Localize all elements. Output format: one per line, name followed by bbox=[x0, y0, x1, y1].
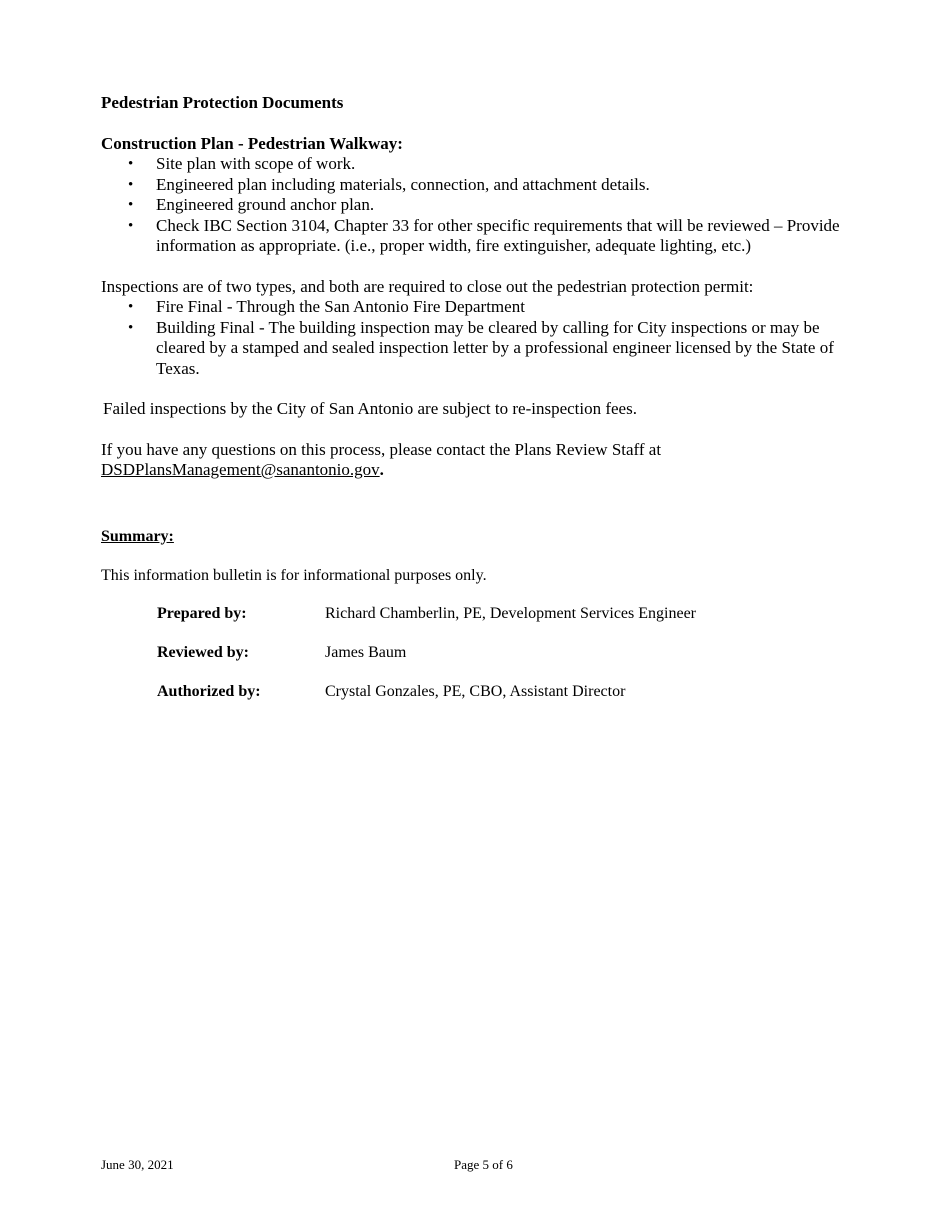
signoff-row-prepared bbox=[157, 604, 861, 643]
list-item-text: Check IBC Section 3104, Chapter 33 for other specific requirements that will be reviewed – Provide information as appropriate. (i.e., proper width, fire extinguisher, adequate lighting, etc.) bbox=[156, 215, 840, 255]
document-title: Pedestrian Protection Documents bbox=[101, 93, 344, 112]
bullet-icon: • bbox=[128, 197, 134, 213]
footer-page-number: Page 5 of 6 bbox=[454, 1157, 513, 1172]
signoff-value: Richard Chamberlin, PE, Development Services Engineer bbox=[325, 604, 697, 622]
contact-trailing-period: . bbox=[379, 460, 384, 479]
signoff-row-authorized bbox=[157, 682, 861, 721]
inspections-list bbox=[101, 297, 861, 379]
page-content bbox=[101, 93, 861, 721]
bullet-icon: • bbox=[128, 156, 134, 172]
list-item bbox=[128, 174, 861, 196]
signoff-table bbox=[157, 604, 861, 721]
contact-email-link[interactable]: DSDPlansManagement@sanantonio.gov bbox=[101, 460, 380, 479]
signoff-value: Crystal Gonzales, PE, CBO, Assistant Director bbox=[325, 682, 626, 700]
list-item-text: Engineered ground anchor plan. bbox=[156, 195, 375, 214]
signoff-label: Prepared by: bbox=[157, 604, 247, 622]
contact-paragraph bbox=[101, 440, 861, 481]
signoff-label: Reviewed by: bbox=[157, 643, 249, 661]
inspections-intro: Inspections are of two types, and both are required to close out the pedestrian protection permit: bbox=[101, 276, 754, 296]
failed-inspections-note: Failed inspections by the City of San Antonio are subject to re-inspection fees. bbox=[103, 399, 637, 418]
summary-text: This information bulletin is for informational purposes only. bbox=[101, 567, 487, 584]
list-item-text: Engineered plan including materials, connection, and attachment details. bbox=[156, 174, 650, 194]
list-item-text: Site plan with scope of work. bbox=[156, 154, 356, 173]
list-item-text: Fire Final - Through the San Antonio Fire Department bbox=[156, 297, 525, 316]
list-item bbox=[128, 195, 861, 216]
list-item bbox=[128, 317, 861, 380]
bullet-icon: • bbox=[128, 299, 134, 315]
construction-plan-list bbox=[101, 154, 861, 257]
list-item bbox=[128, 215, 861, 257]
signoff-value: James Baum bbox=[325, 643, 407, 661]
bullet-icon: • bbox=[128, 319, 134, 336]
construction-plan-heading: Construction Plan - Pedestrian Walkway: bbox=[101, 133, 403, 153]
bullet-icon: • bbox=[128, 217, 134, 234]
list-item bbox=[128, 154, 861, 175]
bullet-icon: • bbox=[128, 176, 134, 193]
signoff-label: Authorized by: bbox=[157, 682, 261, 700]
summary-heading: Summary: bbox=[101, 527, 174, 545]
list-item-text: Building Final - The building inspection may be cleared by calling for City inspections or may be cleared by a stamped and sealed inspection letter by a professional engineer licensed by the State of Texas. bbox=[156, 317, 834, 378]
footer-date: June 30, 2021 bbox=[101, 1157, 174, 1172]
list-item bbox=[128, 297, 861, 318]
contact-text: If you have any questions on this process, please contact the Plans Review Staff at bbox=[101, 439, 662, 459]
signoff-row-reviewed bbox=[157, 643, 861, 682]
